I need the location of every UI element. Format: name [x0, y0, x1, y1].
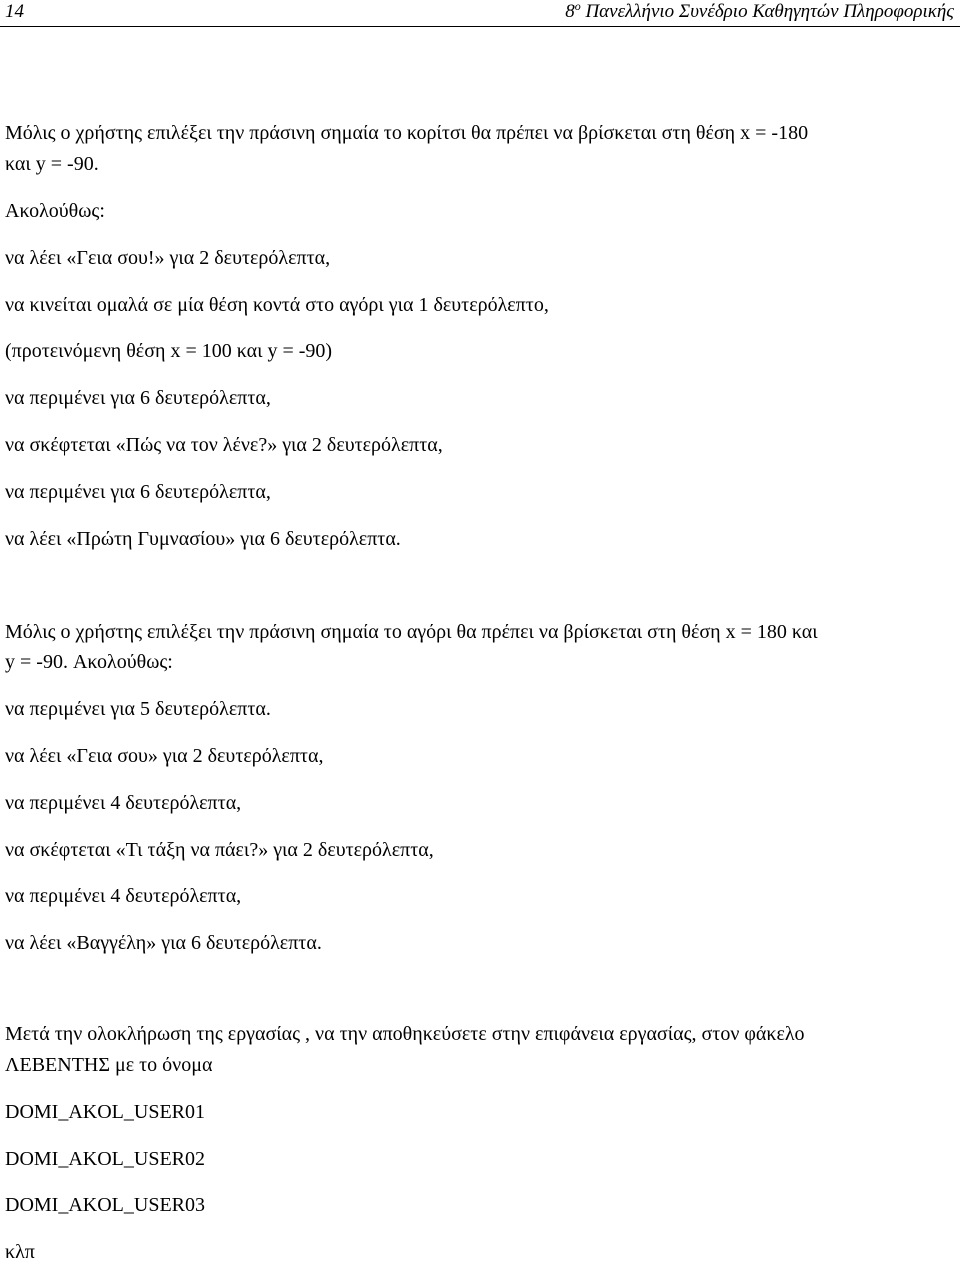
girl-step-2: να κινείται ομαλά σε μία θέση κοντά στο αγόρι για 1 δευτερόλεπτο, — [5, 294, 549, 316]
boy-step-5: να περιμένει 4 δευτερόλεπτα, — [5, 885, 242, 907]
running-title — [565, 0, 954, 24]
boy-step-3: να περιμένει 4 δευτερόλεπτα, — [5, 792, 242, 814]
boy-intro-line-2: y = -90. Ακολούθως: — [5, 651, 173, 673]
girl-then-label: Ακολούθως: — [5, 200, 105, 222]
girl-step-7: να λέει «Πρώτη Γυμνασίου» για 6 δευτερόλεπτα. — [5, 528, 401, 550]
girl-step-4: να περιμένει για 6 δευτερόλεπτα, — [5, 387, 271, 409]
running-title-prefix: 8 — [565, 1, 575, 22]
girl-intro-line-2: και y = -90. — [5, 153, 99, 175]
girl-step-6: να περιμένει για 6 δευτερόλεπτα, — [5, 481, 271, 503]
girl-step-1: να λέει «Γεια σου!» για 2 δευτερόλεπτα, — [5, 247, 331, 269]
girl-intro-line-1: Μόλις ο χρήστης επιλέξει την πράσινη σημαία το κορίτσι θα πρέπει να βρίσκεται στη θέση x = -180 — [5, 122, 809, 144]
save-intro-line-2: ΛΕΒΕΝΤΗΣ με το όνομα — [5, 1054, 213, 1076]
boy-step-1: να περιμένει για 5 δευτερόλεπτα. — [5, 698, 271, 720]
girl-step-3: (προτεινόμενη θέση x = 100 και y = -90) — [5, 340, 333, 362]
save-intro-line-1: Μετά την ολοκλήρωση της εργασίας , να την αποθηκεύσετε στην επιφάνεια εργασίας, στον φάκελο — [5, 1023, 805, 1045]
boy-step-6: να λέει «Βαγγέλη» για 6 δευτερόλεπτα. — [5, 932, 322, 954]
boy-intro-line-1: Μόλις ο χρήστης επιλέξει την πράσινη σημαία το αγόρι θα πρέπει να βρίσκεται στη θέση x = 180 και — [5, 621, 818, 643]
filename-1: DOMI_AKOL_USER01 — [5, 1101, 205, 1123]
girl-step-5: να σκέφτεται «Πώς να τον λένε?» για 2 δευτερόλεπτα, — [5, 434, 443, 456]
page-header — [0, 0, 960, 27]
boy-step-2: να λέει «Γεια σου» για 2 δευτερόλεπτα, — [5, 745, 324, 767]
page-number: 14 — [5, 1, 24, 22]
running-title-text: Πανελλήνιο Συνέδριο Καθηγητών Πληροφορικής — [580, 1, 954, 22]
boy-step-4: να σκέφτεται «Τι τάξη να πάει?» για 2 δευτερόλεπτα, — [5, 839, 434, 861]
filename-2: DOMI_AKOL_USER02 — [5, 1148, 205, 1170]
filename-3: DOMI_AKOL_USER03 — [5, 1194, 205, 1216]
etc-label: κλπ — [5, 1241, 35, 1263]
running-title-ordinal: ο — [574, 0, 581, 13]
